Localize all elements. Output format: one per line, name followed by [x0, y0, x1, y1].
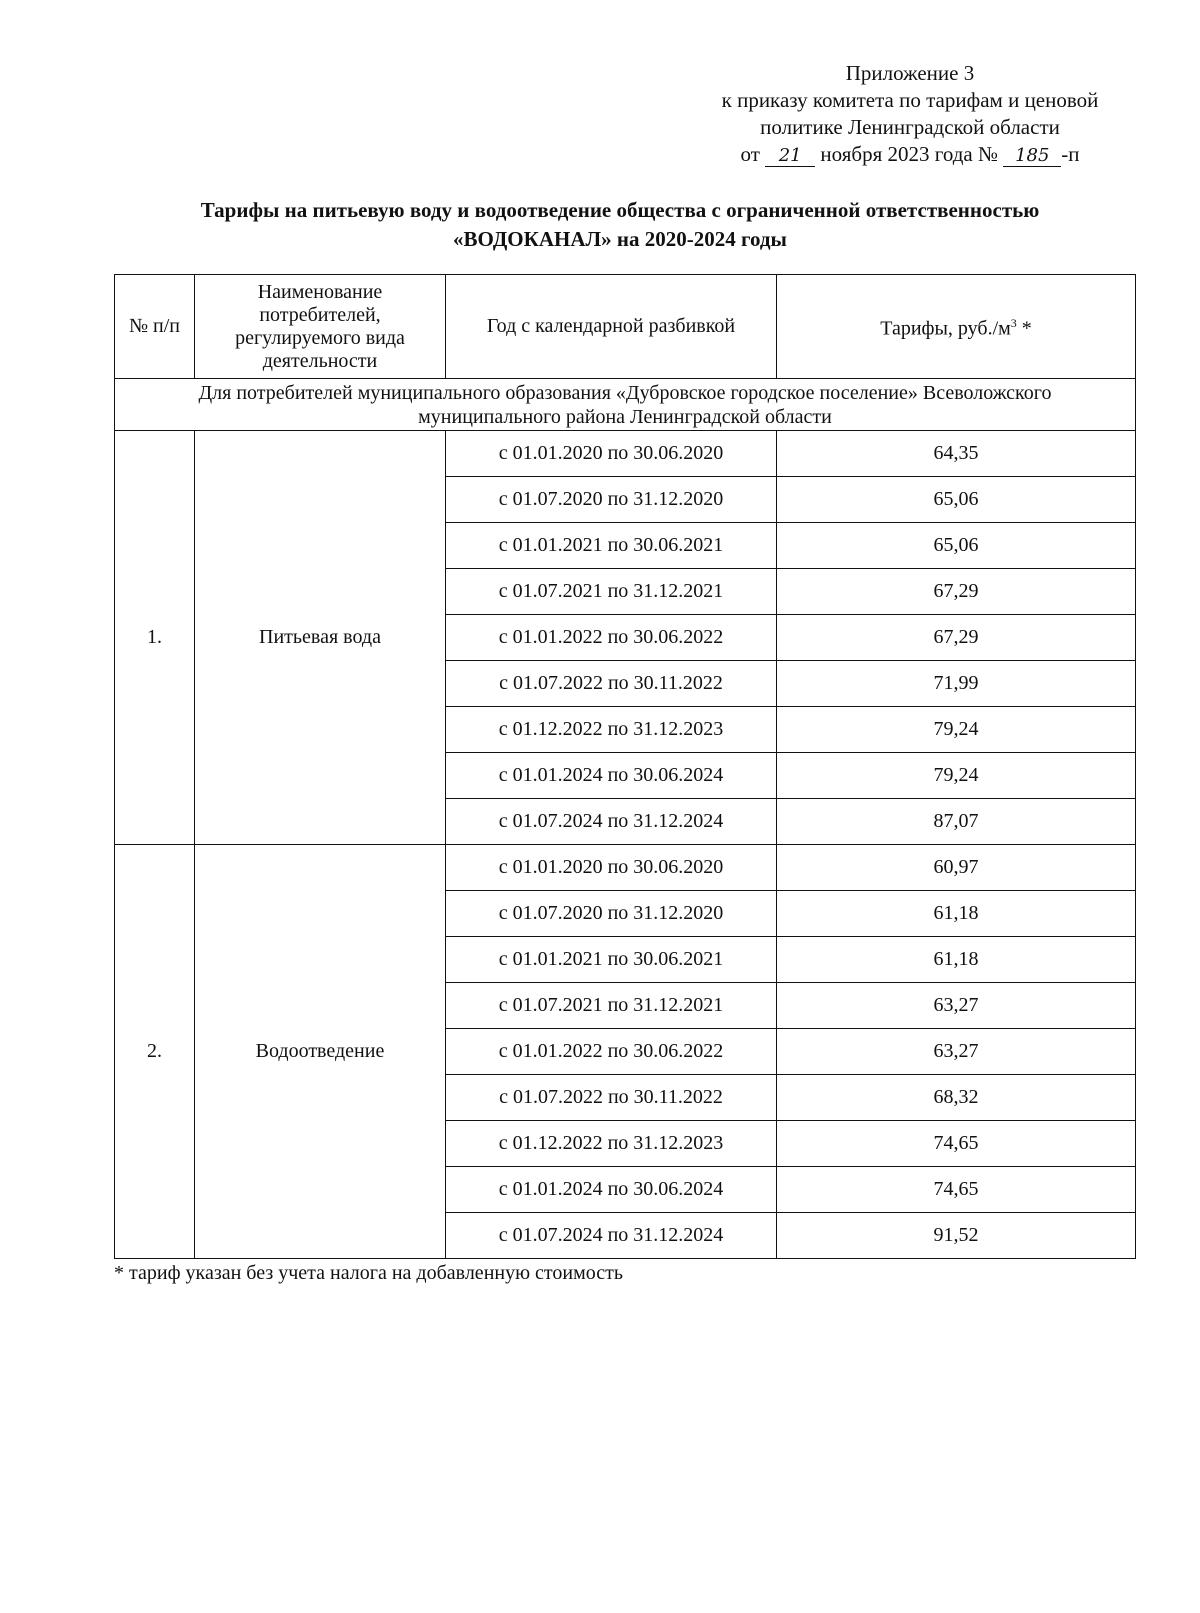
tariff-value-cell: 63,27	[777, 983, 1136, 1029]
tariff-value-cell: 67,29	[777, 615, 1136, 661]
header-tariff-suffix: *	[1016, 317, 1032, 340]
appendix-line-2: к приказу комитета по тарифам и ценовой	[721, 88, 1099, 112]
tariff-value-cell: 79,24	[777, 707, 1136, 753]
document-title	[100, 196, 1140, 254]
header-tariff-sup: 3	[1010, 316, 1017, 331]
appendix-header	[690, 60, 1130, 168]
title-line-1: Тарифы на питьевую воду и водоотведение общества с ограниченной ответственностью	[200, 198, 1040, 222]
tariff-value-cell: 71,99	[777, 661, 1136, 707]
tariff-value-cell: 65,06	[777, 477, 1136, 523]
period-cell: с 01.01.2021 по 30.06.2021	[446, 523, 777, 569]
header-tariff-text: Тарифы, руб./м	[880, 317, 1011, 340]
title-line-2: «ВОДОКАНАЛ» на 2020-2024 годы	[453, 227, 787, 251]
section-label	[115, 379, 1136, 431]
header-name-text: Наименование потребителей, регулируемого вида деятельности	[235, 280, 405, 372]
group-name: Водоотведение	[195, 845, 446, 1259]
table-row	[115, 431, 1136, 477]
header-period: Год с календарной разбивкой	[446, 275, 777, 379]
table-row	[115, 845, 1136, 891]
period-cell: с 01.07.2024 по 31.12.2024	[446, 1213, 777, 1259]
tariff-value-cell: 79,24	[777, 753, 1136, 799]
date-prefix: от	[740, 142, 760, 166]
section-row	[115, 379, 1136, 431]
group-name: Питьевая вода	[195, 431, 446, 845]
tariff-value-cell: 74,65	[777, 1121, 1136, 1167]
table-header-row	[115, 275, 1136, 379]
period-cell: с 01.01.2024 по 30.06.2024	[446, 753, 777, 799]
header-num: № п/п	[115, 275, 195, 379]
tariff-value-cell: 65,06	[777, 523, 1136, 569]
period-cell: с 01.01.2021 по 30.06.2021	[446, 937, 777, 983]
tariff-value-cell: 68,32	[777, 1075, 1136, 1121]
footnote: * тариф указан без учета налога на добавленную стоимость	[114, 1262, 623, 1284]
group-number: 2.	[115, 845, 195, 1259]
period-cell: с 01.01.2022 по 30.06.2022	[446, 615, 777, 661]
period-cell: с 01.07.2024 по 31.12.2024	[446, 799, 777, 845]
period-cell: с 01.07.2021 по 31.12.2021	[446, 983, 777, 1029]
tariff-table	[114, 274, 1136, 1259]
tariff-value-cell: 74,65	[777, 1167, 1136, 1213]
number-suffix: -п	[1061, 142, 1080, 166]
handwritten-order-number: 185	[1003, 146, 1061, 167]
period-cell: с 01.07.2020 по 31.12.2020	[446, 477, 777, 523]
period-cell: с 01.07.2022 по 30.11.2022	[446, 1075, 777, 1121]
period-cell: с 01.07.2020 по 31.12.2020	[446, 891, 777, 937]
tariff-value-cell: 87,07	[777, 799, 1136, 845]
period-cell: с 01.01.2022 по 30.06.2022	[446, 1029, 777, 1075]
period-cell: с 01.01.2020 по 30.06.2020	[446, 845, 777, 891]
appendix-line-3: политике Ленинградской области	[760, 115, 1060, 139]
handwritten-day: 21	[765, 146, 815, 167]
period-cell: с 01.07.2022 по 30.11.2022	[446, 661, 777, 707]
period-cell: с 01.01.2020 по 30.06.2020	[446, 431, 777, 477]
period-cell: с 01.12.2022 по 31.12.2023	[446, 707, 777, 753]
tariff-value-cell: 60,97	[777, 845, 1136, 891]
tariff-value-cell: 64,35	[777, 431, 1136, 477]
group-number: 1.	[115, 431, 195, 845]
header-name	[195, 275, 446, 379]
appendix-date-line	[690, 141, 1130, 168]
tariff-value-cell: 61,18	[777, 891, 1136, 937]
tariff-value-cell: 61,18	[777, 937, 1136, 983]
header-tariff	[777, 275, 1136, 379]
period-cell: с 01.01.2024 по 30.06.2024	[446, 1167, 777, 1213]
period-cell: с 01.07.2021 по 31.12.2021	[446, 569, 777, 615]
tariff-value-cell: 63,27	[777, 1029, 1136, 1075]
tariff-value-cell: 91,52	[777, 1213, 1136, 1259]
tariff-table-body	[115, 431, 1136, 1259]
section-label-text: Для потребителей муниципального образования «Дубровское городское поселение» Всеволожского муниципального района Ленинградской области	[198, 381, 1052, 428]
period-cell: с 01.12.2022 по 31.12.2023	[446, 1121, 777, 1167]
date-middle: ноября 2023 года №	[820, 142, 999, 166]
tariff-value-cell: 67,29	[777, 569, 1136, 615]
appendix-line-1: Приложение 3	[845, 61, 975, 85]
